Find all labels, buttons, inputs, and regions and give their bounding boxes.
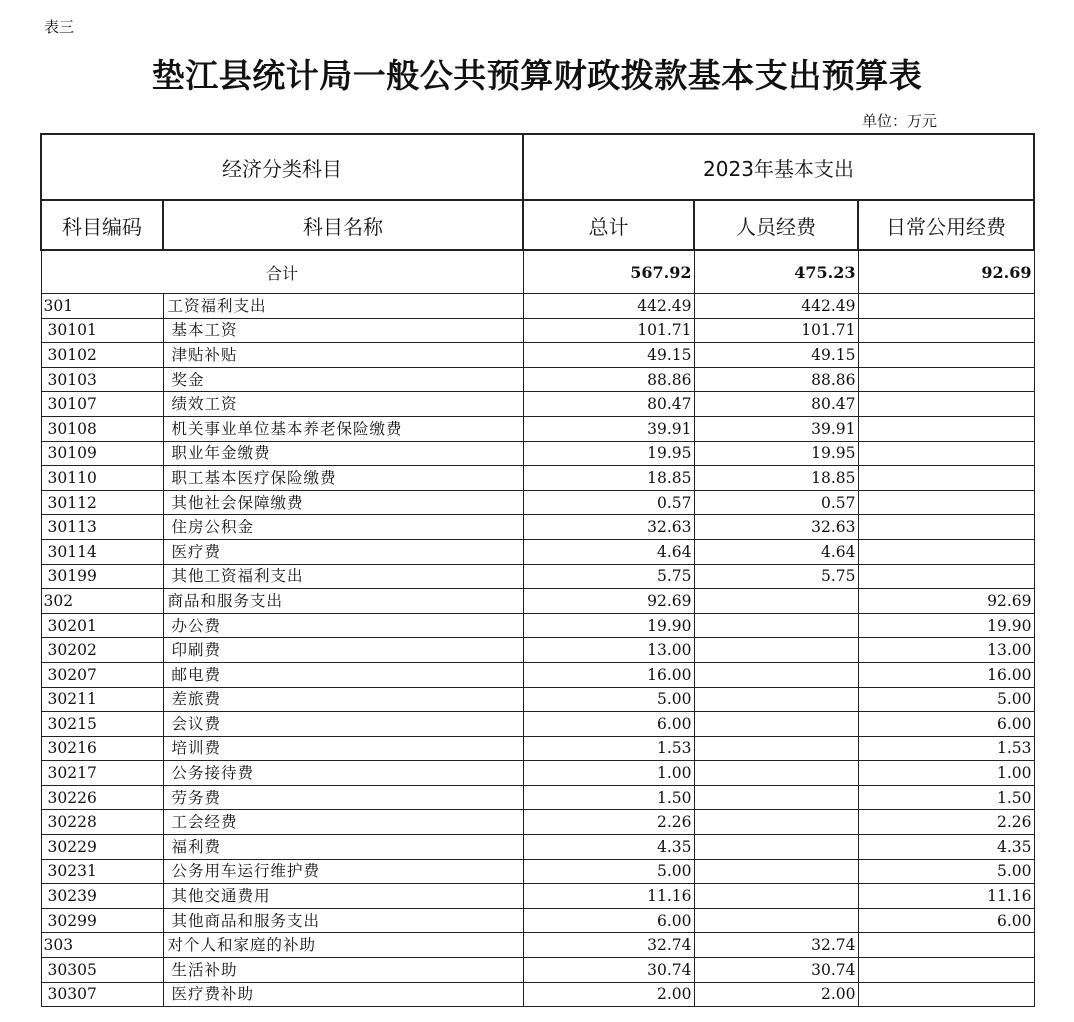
row-personnel: 101.71 — [694, 318, 858, 343]
row-total: 2.26 — [523, 810, 694, 835]
row-name: 公务接待费 — [163, 761, 523, 786]
row-code: 30211 — [41, 687, 163, 712]
row-code: 30217 — [41, 761, 163, 786]
row-public: 6.00 — [858, 712, 1034, 737]
row-public: 19.90 — [858, 613, 1034, 638]
table-row — [41, 736, 1034, 761]
econ-category-header: 经济分类科目 — [41, 134, 523, 200]
row-personnel: 5.75 — [694, 564, 858, 589]
table-row — [41, 761, 1034, 786]
table-row — [41, 835, 1034, 860]
row-total: 13.00 — [523, 638, 694, 663]
table-row — [41, 785, 1034, 810]
row-name: 办公费 — [163, 613, 523, 638]
row-public: 2.26 — [858, 810, 1034, 835]
row-name: 差旅费 — [163, 687, 523, 712]
table-row — [41, 466, 1034, 491]
row-total: 4.64 — [523, 539, 694, 564]
header-row-1 — [41, 134, 1034, 200]
row-total: 18.85 — [523, 466, 694, 491]
row-name: 机关事业单位基本养老保险缴费 — [163, 416, 523, 441]
row-personnel: 30.74 — [694, 958, 858, 983]
row-total: 19.90 — [523, 613, 694, 638]
row-name: 其他社会保障缴费 — [163, 490, 523, 515]
row-public — [858, 466, 1034, 491]
table-row — [41, 343, 1034, 368]
row-total: 1.50 — [523, 785, 694, 810]
row-code: 30199 — [41, 564, 163, 589]
row-total: 92.69 — [523, 589, 694, 614]
row-public — [858, 539, 1034, 564]
row-public: 5.00 — [858, 859, 1034, 884]
row-public: 11.16 — [858, 884, 1034, 909]
row-personnel: 4.64 — [694, 539, 858, 564]
row-code: 30307 — [41, 982, 163, 1007]
header-row-2 — [41, 200, 1034, 250]
row-total: 19.95 — [523, 441, 694, 466]
row-public — [858, 441, 1034, 466]
row-name: 生活补助 — [163, 958, 523, 983]
row-code: 30299 — [41, 908, 163, 933]
row-name: 职工基本医疗保险缴费 — [163, 466, 523, 491]
row-total: 32.74 — [523, 933, 694, 958]
code-header: 科目编码 — [41, 200, 163, 250]
table-row — [41, 662, 1034, 687]
table-row — [41, 908, 1034, 933]
row-public — [858, 564, 1034, 589]
row-name: 劳务费 — [163, 785, 523, 810]
table-row — [41, 859, 1034, 884]
unit-label: 单位：万元 — [862, 112, 938, 130]
row-code: 30108 — [41, 416, 163, 441]
row-code: 30216 — [41, 736, 163, 761]
row-code: 30229 — [41, 835, 163, 860]
row-total: 5.00 — [523, 859, 694, 884]
row-name: 医疗费 — [163, 539, 523, 564]
row-personnel: 80.47 — [694, 392, 858, 417]
row-name: 绩效工资 — [163, 392, 523, 417]
row-personnel: 32.63 — [694, 515, 858, 540]
row-name: 会议费 — [163, 712, 523, 737]
row-code: 30113 — [41, 515, 163, 540]
row-public — [858, 515, 1034, 540]
row-name: 对个人和家庭的补助 — [163, 933, 523, 958]
row-public: 5.00 — [858, 687, 1034, 712]
row-personnel: 49.15 — [694, 343, 858, 368]
table-row — [41, 712, 1034, 737]
row-total: 30.74 — [523, 958, 694, 983]
table-row — [41, 294, 1034, 319]
row-public: 1.50 — [858, 785, 1034, 810]
table-row — [41, 687, 1034, 712]
row-public: 92.69 — [858, 589, 1034, 614]
name-header: 科目名称 — [163, 200, 523, 250]
row-personnel: 18.85 — [694, 466, 858, 491]
row-public — [858, 343, 1034, 368]
row-public — [858, 392, 1034, 417]
row-code: 30226 — [41, 785, 163, 810]
row-code: 30202 — [41, 638, 163, 663]
row-total: 6.00 — [523, 908, 694, 933]
row-total: 11.16 — [523, 884, 694, 909]
row-public — [858, 294, 1034, 319]
row-public: 4.35 — [858, 835, 1034, 860]
row-name: 职业年金缴费 — [163, 441, 523, 466]
table-row — [41, 638, 1034, 663]
row-public — [858, 933, 1034, 958]
row-total: 442.49 — [523, 294, 694, 319]
row-personnel — [694, 736, 858, 761]
row-code: 30305 — [41, 958, 163, 983]
row-code: 30231 — [41, 859, 163, 884]
row-code: 30110 — [41, 466, 163, 491]
row-personnel — [694, 662, 858, 687]
table-row — [41, 539, 1034, 564]
row-personnel: 32.74 — [694, 933, 858, 958]
row-code: 30215 — [41, 712, 163, 737]
row-name: 培训费 — [163, 736, 523, 761]
row-public — [858, 958, 1034, 983]
row-code: 30114 — [41, 539, 163, 564]
table-row — [41, 589, 1034, 614]
row-name: 医疗费补助 — [163, 982, 523, 1007]
row-personnel — [694, 810, 858, 835]
row-personnel: 19.95 — [694, 441, 858, 466]
row-code: 30228 — [41, 810, 163, 835]
row-name: 印刷费 — [163, 638, 523, 663]
row-code: 303 — [41, 933, 163, 958]
row-name: 工会经费 — [163, 810, 523, 835]
row-code: 30239 — [41, 884, 163, 909]
row-name: 其他交通费用 — [163, 884, 523, 909]
row-public: 1.53 — [858, 736, 1034, 761]
row-code: 30102 — [41, 343, 163, 368]
row-total: 6.00 — [523, 712, 694, 737]
row-personnel: 0.57 — [694, 490, 858, 515]
row-public: 1.00 — [858, 761, 1034, 786]
total-header: 总计 — [523, 200, 694, 250]
row-name: 其他工资福利支出 — [163, 564, 523, 589]
row-name: 福利费 — [163, 835, 523, 860]
row-name: 其他商品和服务支出 — [163, 908, 523, 933]
row-name: 基本工资 — [163, 318, 523, 343]
summary-row — [41, 250, 1034, 294]
row-code: 301 — [41, 294, 163, 319]
table-row — [41, 367, 1034, 392]
row-name: 邮电费 — [163, 662, 523, 687]
row-total: 4.35 — [523, 835, 694, 860]
summary-total: 567.92 — [523, 250, 694, 294]
row-personnel — [694, 884, 858, 909]
row-personnel: 39.91 — [694, 416, 858, 441]
row-code: 30103 — [41, 367, 163, 392]
row-public — [858, 982, 1034, 1007]
table-row — [41, 416, 1034, 441]
row-name: 商品和服务支出 — [163, 589, 523, 614]
row-personnel — [694, 687, 858, 712]
table-row — [41, 884, 1034, 909]
row-code: 30107 — [41, 392, 163, 417]
table-row — [41, 490, 1034, 515]
row-personnel — [694, 712, 858, 737]
row-total: 80.47 — [523, 392, 694, 417]
row-personnel — [694, 638, 858, 663]
table-row — [41, 933, 1034, 958]
row-total: 16.00 — [523, 662, 694, 687]
table-row — [41, 958, 1034, 983]
row-code: 302 — [41, 589, 163, 614]
row-total: 101.71 — [523, 318, 694, 343]
row-total: 1.00 — [523, 761, 694, 786]
summary-personnel: 475.23 — [694, 250, 858, 294]
table-row — [41, 613, 1034, 638]
row-public — [858, 318, 1034, 343]
row-name: 津贴补贴 — [163, 343, 523, 368]
table-row — [41, 441, 1034, 466]
budget-table — [40, 133, 1035, 1007]
row-personnel: 88.86 — [694, 367, 858, 392]
public-header: 日常公用经费 — [858, 200, 1034, 250]
row-code: 30207 — [41, 662, 163, 687]
table-row — [41, 810, 1034, 835]
row-total: 5.75 — [523, 564, 694, 589]
personnel-header: 人员经费 — [694, 200, 858, 250]
row-public: 6.00 — [858, 908, 1034, 933]
row-personnel: 442.49 — [694, 294, 858, 319]
summary-public: 92.69 — [858, 250, 1034, 294]
row-total: 1.53 — [523, 736, 694, 761]
row-public: 16.00 — [858, 662, 1034, 687]
row-code: 30109 — [41, 441, 163, 466]
table-number-label: 表三 — [44, 18, 75, 36]
row-personnel — [694, 785, 858, 810]
row-public — [858, 367, 1034, 392]
row-personnel — [694, 859, 858, 884]
row-total: 2.00 — [523, 982, 694, 1007]
row-total: 49.15 — [523, 343, 694, 368]
row-public: 13.00 — [858, 638, 1034, 663]
row-personnel — [694, 589, 858, 614]
row-public — [858, 490, 1034, 515]
row-code: 30201 — [41, 613, 163, 638]
table-row — [41, 318, 1034, 343]
page-title: 垫江县统计局一般公共预算财政拨款基本支出预算表 — [151, 56, 923, 95]
table-row — [41, 392, 1034, 417]
row-personnel — [694, 613, 858, 638]
table-row — [41, 564, 1034, 589]
table-row — [41, 515, 1034, 540]
summary-label: 合计 — [41, 250, 523, 294]
table-row — [41, 982, 1034, 1007]
row-personnel — [694, 835, 858, 860]
row-code: 30112 — [41, 490, 163, 515]
row-personnel — [694, 908, 858, 933]
row-name: 公务用车运行维护费 — [163, 859, 523, 884]
row-total: 32.63 — [523, 515, 694, 540]
row-total: 0.57 — [523, 490, 694, 515]
row-personnel — [694, 761, 858, 786]
row-total: 88.86 — [523, 367, 694, 392]
row-public — [858, 416, 1034, 441]
row-total: 5.00 — [523, 687, 694, 712]
row-code: 30101 — [41, 318, 163, 343]
row-total: 39.91 — [523, 416, 694, 441]
row-name: 工资福利支出 — [163, 294, 523, 319]
row-name: 奖金 — [163, 367, 523, 392]
row-name: 住房公积金 — [163, 515, 523, 540]
year-basic-header: 2023年基本支出 — [523, 134, 1034, 200]
row-personnel: 2.00 — [694, 982, 858, 1007]
